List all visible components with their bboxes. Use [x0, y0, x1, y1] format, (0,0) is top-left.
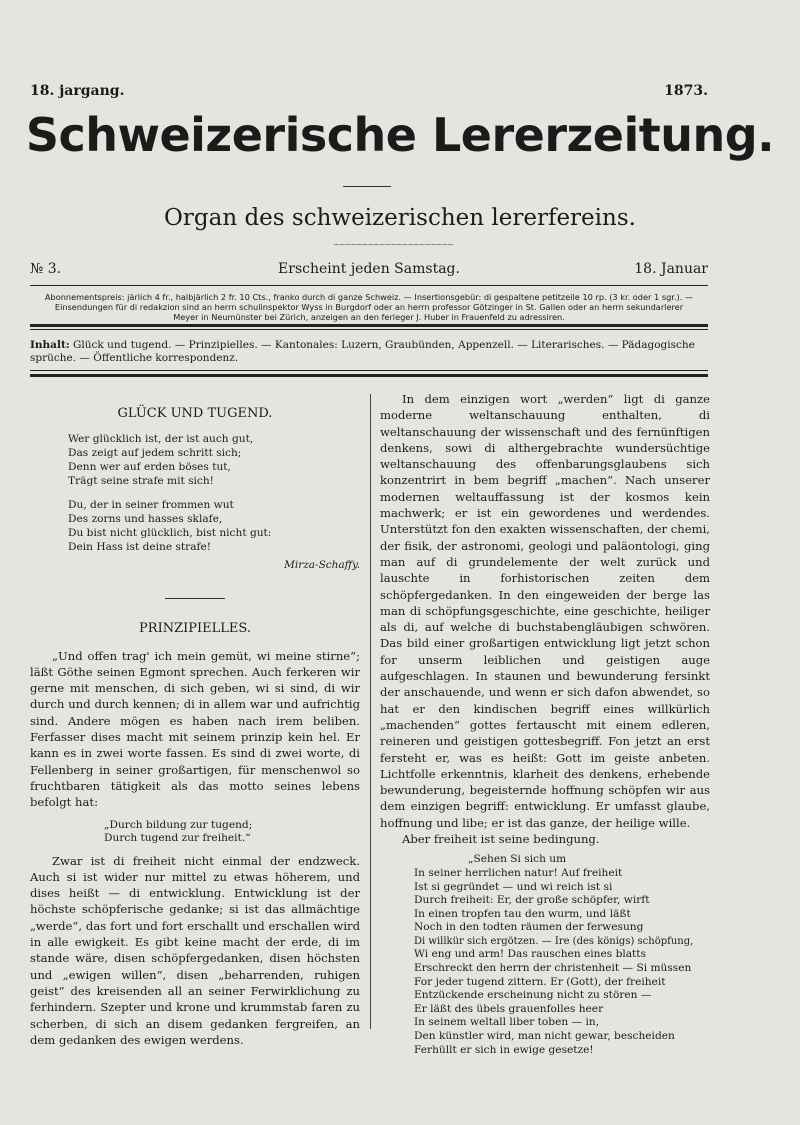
rule-above-info [30, 285, 708, 286]
column-divider [370, 394, 371, 1029]
rule-below-contents-thin [30, 370, 708, 371]
poem-body [68, 432, 360, 572]
quote-line: For jeder tugend zittern. Er (Gott), der freiheit [414, 975, 666, 988]
poem-line: Du, der in seiner frommen wut [68, 499, 234, 512]
quote-line: Ist si gegründet — und wi reich ist si [414, 880, 613, 893]
table-of-contents [30, 339, 708, 365]
quote-line: „Durch bildung zur tugend; [104, 818, 253, 831]
quote-line: In seinem weltall liber toben — in, [414, 1016, 600, 1029]
right-column [380, 391, 710, 1057]
quote-line: Ferhüllt er sich in ewige gesetze! [414, 1043, 594, 1056]
rule-below-contents [30, 374, 708, 377]
quote-line: Noch in den todten räumen der ferwesung [414, 921, 644, 934]
quote-line: Er läßt des übels grauenfolles heer [414, 1002, 604, 1015]
info-line-2: Einsendungen für di redakzion sind an herrn schulinspektor Wyss in Burgdorf oder an herrn professor Götzinger in St. Gallen oder an herrn sekundarlerer [54, 302, 684, 312]
issue-line [30, 261, 708, 277]
poem-line: Des zorns und hasses sklafe, [68, 513, 223, 526]
article-paragraph-4: Aber freiheit ist seine bedingung. [402, 832, 600, 847]
poem-author: Mirza-Schaffy. [284, 559, 360, 572]
publication-schedule: Erscheint jeden Samstag. [278, 261, 460, 277]
article-paragraph-1: „Und offen trag' ich mein gemüt, wi meine stirne“; läßt Göthe seinen Egmont sprechen. Auch ferkeren wir gerne mit menschen, di sich geben, wi si sind, di wir durch und durch kennen; di in allem war und aufrichtig sind. Andere mögen es haben nach irem beliben. Ferfasser dises macht mit seinem prinzip kein hel. Er kann es in zwei worte fassen. Es sind di zwei worte, di Fellenberg in seiner großartigen, für menschenwol so fruchtbaren tätigkeit als das motto seines lebens befolgt hat: [30, 648, 360, 810]
subscription-info [30, 292, 708, 322]
issue-date: 18. Januar [634, 261, 708, 277]
poem-stanza-1 [68, 432, 360, 488]
issue-number: № 3. [30, 261, 62, 277]
newspaper-subtitle: Organ des schweizerischen lererfereins. [164, 205, 636, 231]
contents-label: Inhalt: [30, 339, 70, 351]
quote-line: In einen tropfen tau den wurm, und läßt [414, 907, 631, 920]
poem-line: Du bist nicht glücklich, bist nicht gut: [68, 527, 272, 540]
rule-above-contents [30, 324, 708, 327]
article-paragraph-2: Zwar ist di freiheit nicht einmal der endzweck. Auch si ist wider nur mittel zu etwas höherem, und dises heißt — di entwicklung. Entwicklung ist der höchste schöpferische gedanke; si ist das allmächtige „werde“, das fort und fort erschallt und erschallen wird in alle ewigkeit. Es gibt keine macht der erde, di im stande wäre, disen schöpfergedanken, disen höchsten und „ewigen willen“, disen „beharrenden, ruhigen geist“ des kreisenden all an seiner Ferwirklichung zu ferhindern. Szepter und krone und krummstab faren zu scherben, di sich an disem gedanken fergreifen, an dem gedanken des ewigen werdens. [30, 853, 360, 1047]
quote-line: In seiner herrlichen natur! Auf freiheit [414, 866, 623, 879]
poem-line: Dein Hass ist deine strafe! [68, 541, 212, 554]
poem-title: GLÜCK UND TUGEND. [117, 406, 273, 421]
quote-line: Entzückende erscheinung nicht zu stören — [414, 989, 652, 1002]
volume-label: 18. jargang. [30, 83, 125, 99]
quote-line: Wi eng und arm! Das rauschen eines blatts [414, 948, 647, 961]
quote-line: Den künstler wird, man nicht gewar, bescheiden [414, 1030, 675, 1043]
poem-line: Trägt seine strafe mit sich! [68, 475, 214, 488]
left-column [30, 398, 360, 1048]
schiller-quote [414, 853, 710, 1057]
quote-line: „Sehen Si sich um [468, 853, 567, 866]
quote-line: Durch tugend zur freiheit.“ [104, 831, 251, 844]
poem-line: Wer glücklich ist, der ist auch gut, [68, 433, 254, 446]
article-paragraph-3: In dem einzigen wort „werden“ ligt di ganze moderne weltanschauung enthalten, di weltanschauung der wissenschaft und des fernünftigen denkens, sowi di althergebrachte wundersüchtige weltanschauung des offenbarungsglaubens sich konzentrirt in bem begriff „machen“. Nach unserer modernen weltauffassung ist der kosmos kein machwerk; er ist ein gewordenes und werdendes. Unterstützt fon den exakten wissenschaften, der chemi, der fisik, der astronomi, geologi und paläontologi, ging man auf di grundelemente der welt zurück und lauschte in forhistorischen zeiten dem schöpfergedanken. In den eingeweiden der berge las man di schöpfungsgeschichte, eine geschichte, heiliger als di, auf welche di buchstabengläubigen schwören. Das bild einer großartigen entwicklung ligt jetzt schon for unserm leiblichen und geistigen auge aufgeschlagen. In staunen und bewunderung fersinkt der anschauende, und wenn er sich dafon abwendet, so hat er den kindischen begriff eines willkürlich „machenden“ gottes fertauscht mit einem edleren, reineren und geistigen gottesbegriff. Fon jetzt an erst fersteht er, was es heißt: Gott im geiste anbeten. Lichtfolle erkenntnis, klarheit des denkens, erhebende bewunderung, begeisterndе hoffnung schöpfen wir aus dem einzigen begriff: entwicklung. Er umfasst glaube, hoffnung und libe; er ist das ganze, der heilige wille. [380, 392, 710, 830]
info-line-3: Meyer in Neumünster bei Zürich, anzeigen an den ferleger J. Huber in Frauenfeld zu adressiren. [173, 312, 565, 322]
title-divider [343, 186, 391, 187]
quote-line: Durch freiheit: Er, der große schöpfer, wirft [414, 894, 650, 907]
info-line-1: Abonnementspreis: järlich 4 fr., halbjärlich 2 fr. 10 Cts., franko durch di ganze Schweiz. — Insertionsgebür: di gespaltene petitzeile 10 rp. (3 kr. oder 1 sgr.). — [44, 292, 694, 302]
poem-line: Denn wer auf erden böses tut, [68, 461, 231, 474]
ornament-wavy-line: ~~~~~~~~~~~~~~~~~~~~~ [333, 240, 453, 249]
newspaper-title: Schweizerische Lererzeitung. [25, 108, 775, 162]
motto-quote [104, 819, 360, 845]
poem-line: Das zeigt auf jedem schritt sich; [68, 447, 242, 460]
quote-line: Erschreckt den herrn der christenheit — Si müssen [414, 962, 692, 975]
article-title: PRINZIPIELLES. [139, 621, 251, 637]
quote-line: Di willkür sich ergötzen. — Ire (des königs) schöpfung, [414, 935, 694, 947]
rule-above-contents-thin [30, 329, 708, 330]
contents-text: Glück und tugend. — Prinzipielles. — Kantonales: Luzern, Graubünden, Appenzell. — Literarisches. — Pädagogische sprüche. — Öffentliche korrespondenz. [30, 339, 695, 364]
poem-stanza-2 [68, 498, 360, 554]
masthead-top-line [30, 83, 708, 99]
section-separator [165, 598, 225, 599]
year-label: 1873. [664, 83, 708, 99]
